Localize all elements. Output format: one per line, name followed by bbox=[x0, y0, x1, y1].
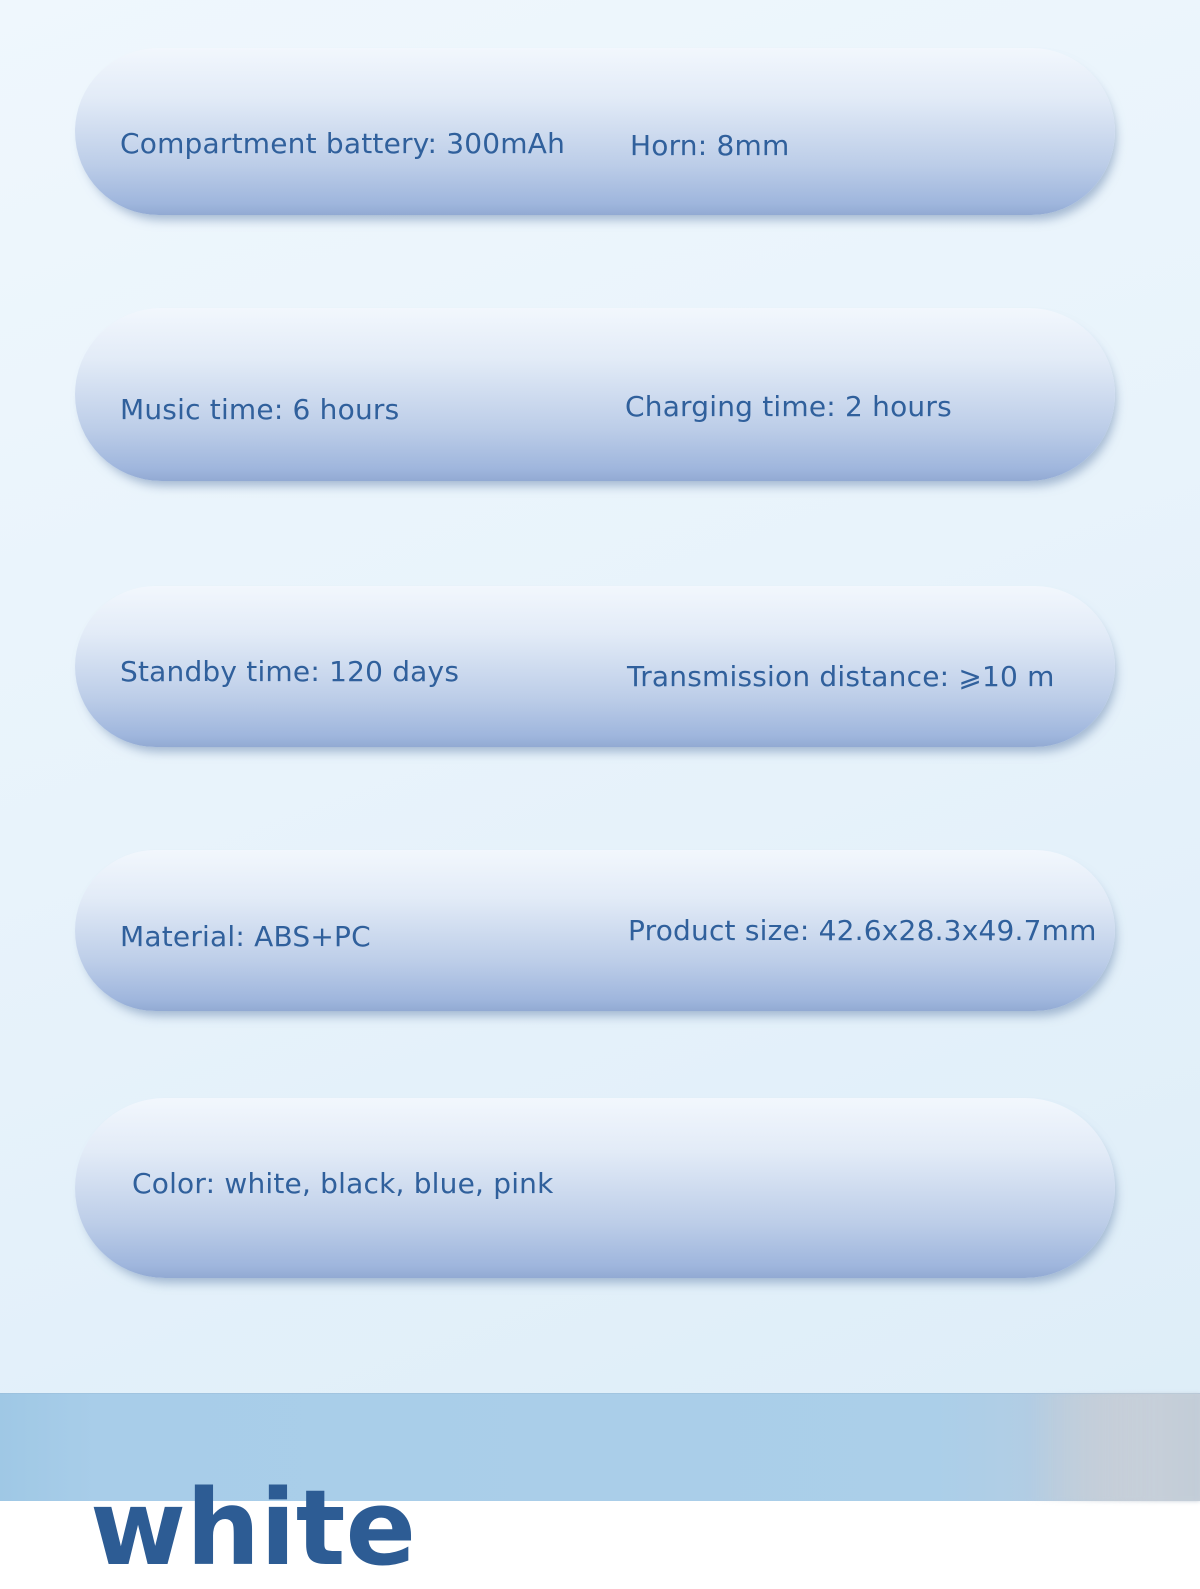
spec-text-compartment-battery: Compartment battery: 300mAh bbox=[120, 127, 566, 160]
spec-text-music-time: Music time: 6 hours bbox=[120, 393, 400, 426]
spec-pill-standby-transmission bbox=[75, 586, 1115, 747]
spec-text-material: Material: ABS+PC bbox=[120, 920, 371, 953]
spec-pill-colors bbox=[75, 1098, 1115, 1278]
spec-text-product-size: Product size: 42.6x28.3x49.7mm bbox=[628, 914, 1097, 947]
spec-text-charging-time: Charging time: 2 hours bbox=[625, 390, 952, 423]
spec-pill-battery-horn bbox=[75, 48, 1115, 215]
spec-pill-music-charging bbox=[75, 308, 1115, 481]
spec-text-standby-time: Standby time: 120 days bbox=[120, 655, 460, 688]
spec-pill-material-size bbox=[75, 850, 1115, 1011]
footer-partial-heading: white bbox=[90, 1467, 417, 1589]
footer-photo-edge bbox=[1025, 1394, 1200, 1501]
spec-text-colors: Color: white, black, blue, pink bbox=[132, 1167, 554, 1200]
spec-text-transmission-distance: Transmission distance: ⩾10 m bbox=[627, 660, 1055, 693]
footer-band bbox=[0, 1393, 1200, 1589]
spec-text-horn: Horn: 8mm bbox=[630, 129, 790, 162]
